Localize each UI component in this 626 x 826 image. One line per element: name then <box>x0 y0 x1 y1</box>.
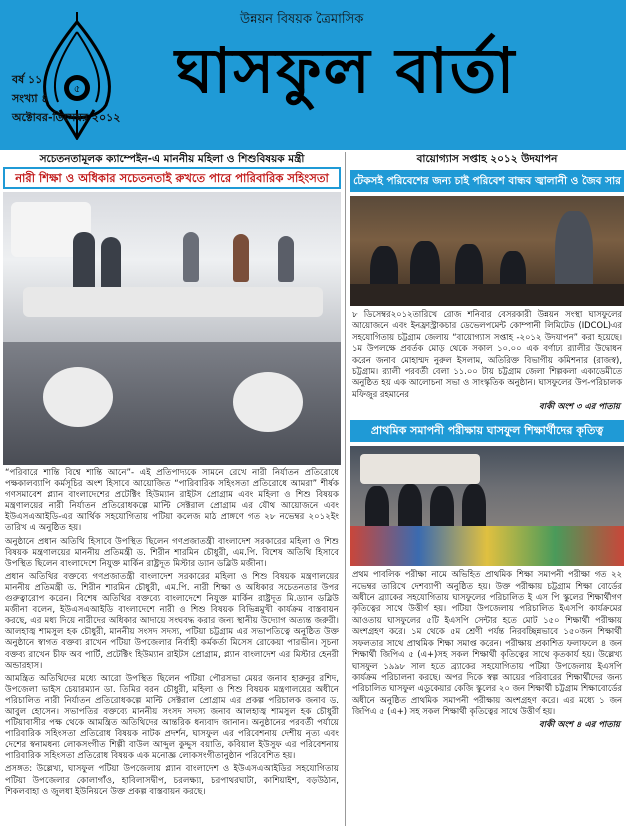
continued-note: বাকী অংশ ৩ এর পাতায় <box>538 401 620 412</box>
story-body: প্রথম পাবলিক পরীক্ষা নামে অভিহিত প্রাথমিক শিক্ষা সমাপনী পরীক্ষা গত ২২ নভেম্বর তারিখে দেশব্যাপী অনুষ্ঠিত হয়। উক্ত পরীক্ষায় চট্টগ্রাম শিক্ষা বোর্ডের অধীনে ব্র্যাকের সহযোগিতায় ঘাসফুলের পরিচালিত ই এস পি স্কুলের শিক্ষার্থীগণ কৃতিত্বের সাথে উত্তীর্ণ হয়। পটিয়া উপজেলায় পরিচালিত ইএসপি কার্যক্রমের আওতায় ঘাসফুলের ৫টি ইএসপি সেন্টার হতে মোট ১৫০ শিক্ষার্থী পরীক্ষায় অংশগ্রহণ করে। ১ম থেকে ৫ম শ্রেণী পর্যন্ত নিরবচ্ছিন্নভাবে ১৫০জন শিক্ষার্থী সফলতার সাথে প্রাথমিক শিক্ষা সমাপ্ত করেন। পরীক্ষায় প্রকাশিত ফলাফলে ৪ জন শিক্ষার্থী জিপিএ ৫ (এ+)সহ সকল শিক্ষার্থী কৃতিত্বের সাথে কৃতকার্য হয়। উল্লেখ্য ঘাসফুল ১৯৯৮ সাল হতে ব্র্যাকের সহযোগিতায় পটিয়া উপজেলায় ইএসপি কার্যক্রম পরিচালনা করছে। অপর দিকে স্বল্প আয়ের পরিবারের শিক্ষার্থীদের জন্য পরিচালিত ঘাসফুল এডুকেয়ার কেজি স্কুলের ২০ জন শিক্ষার্থী চট্টগ্রাম শিক্ষাবোর্ডের অধীনে অনুষ্ঠিত প্রাথমিক সমাপনী পরীক্ষায় অংশগ্রহণ করে। এর মধ্যে ১ জন জিপিএ ৫ (এ+) সহ সকল শিক্ষার্থী কৃতিত্বের সাথে উত্তীর্ণ হয়। <box>352 569 622 717</box>
story-headline: টেকসই পরিবেশের জন্য চাই পরিবেশ বান্ধব জ্বালানী ও জৈব সার <box>350 170 624 192</box>
story-paragraph: “পরিবারে শান্তি বিশ্বে শান্তি আনে”- এই প্রতিপাদ্যকে সামনে রেখে নারী নির্যাতন প্রতিরোধে পক্ষকালব্যাপি কর্মসূচির অংশ হিসাবে আয়োজিত “পারিবারিক সহিংসতা প্রতিরোধে আমরা” শীর্ষক গণসমাবেশ প্ল্যান বাংলাদেশের প্রটেক্টিং হিউম্যান রাইটস প্রোগ্রাম এবং মহিলা ও শিশু বিষয়ক মন্ত্রণালয়ের নারী নির্যাতন প্রতিরোধকল্পে মাল্টি সেক্টরাল প্রোগ্রাম এর যৌথ আয়োজনে এবং ইউএসএআইডি-এর আর্থিক সহযোগিতায় পটিয়া কলেজ মাঠ প্রাঙ্গণে গত ২৮ নভেম্বর ২০১২ইং তারিখ এ অনুষ্ঠিত হয়। <box>5 468 339 534</box>
event-photo <box>3 192 341 465</box>
masthead <box>0 0 626 150</box>
masthead-tagline: উন্নয়ন বিষয়ক ত্রৈমাসিক <box>240 12 364 27</box>
story-family-violence <box>0 152 344 826</box>
story-kicker: সচেতনতামূলক ক্যাম্পেইন-এ মাননীয় মহিলা ও শিশুবিষয়ক মন্ত্রী <box>39 153 305 165</box>
continued-note: বাকী অংশ ৪ এর পাতায় <box>539 718 620 729</box>
biogas-event-photo <box>350 196 624 306</box>
story-paragraph: প্রসঙ্গত: উল্লেখ্য, ঘাসফুল পটিয়া উপজেলায় প্ল্যান বাংলাদেশ ও ইউএসএআইডির সহযোগিতায় পটিয়া উপজেলার কোলাগাঁও, হাবিলাসদ্বীপ, চরলক্ষ্যা, চরপাথরঘাটা, কাশিয়াইশ, বড়উঠান, শিকলবাহা ও জুলধা ইউনিয়নে উক্ত প্রকল্প বাস্তবায়ন করছে। <box>5 764 339 797</box>
dancer-figure <box>183 232 199 282</box>
newsletter-title: ঘাসফুল বার্তা <box>175 34 517 107</box>
story-body: ৮ ডিসেম্বর২০১২তারিখে রোজ শনিবার বেসরকারী উন্নয়ন সংস্থা ঘাসফুলের আয়োজনে এবং ইনফ্রাস্ট্রাকচার ডেভেলপমেন্ট কোম্পানী লিমিটেড (IDCOL)এর সহযোগিতায় চট্টগ্রাম জেলায় “বায়োগ্যাস সপ্তাহ -২০১২ উদযাপন” করা হয়েছে। ১ম উপলক্ষে প্রবর্তক মোড় থেকে সকাল ১০.০০ এক বর্ণাঢ্য র‍্যালীর উদ্বোধন করেন জনাব মোহাম্মদ নুরুল ইসলাম, অতিরিক্ত বিভাগীয় কমিশনার (রাজস্ব), চট্টগ্রাম। র‍্যালী পরবর্তী বেলা ১১.০০ টায় চট্টগ্রাম জেলা শিল্পকলা একাডেমীতে অনুষ্ঠিত হয় এক আলোচনা সভা ও সাংস্কৃতিক অনুষ্ঠান। ঘাসফুলের উপ-পরিচালক মফিজুর রহমানের <box>352 309 622 399</box>
story-body <box>0 465 344 798</box>
issue-volume: বর্ষ ১১ <box>12 73 43 86</box>
students-row-shape <box>350 526 624 566</box>
table-shape <box>350 284 624 306</box>
issue-period: অক্টোবর-ডিসেম্বর ২০১২ <box>12 111 121 124</box>
story-headline: নারী শিক্ষা ও অধিকার সচেতনতাই রুখতে পারে পারিবারিক সহিংসতা <box>3 167 341 189</box>
column-divider <box>345 152 346 826</box>
banner-shape <box>360 454 480 484</box>
svg-text:৫: ৫ <box>73 84 81 95</box>
story-kicker: বায়োগ্যাস সপ্তাহ ২০১২ উদযাপন <box>416 153 558 165</box>
issue-number: সংখ্যা ৪ <box>12 92 49 105</box>
flower-row-shape <box>23 287 323 317</box>
right-column <box>348 152 626 826</box>
story-headline: প্রাথমিক সমাপনী পরীক্ষায় ঘাসফুল শিক্ষার্থীদের কৃতিত্ব <box>350 420 624 442</box>
story-paragraph: অনুষ্ঠানে প্রধান অতিথি হিসাবে উপস্থিত ছিলেন গণপ্রজাতন্ত্রী বাংলাদেশ সরকারের মহিলা ও শিশু বিষয়ক মন্ত্রণালয়ের মাননীয় প্রতিমন্ত্রী ড. শিরীন শারমিন চৌধুরী, এম.পি. বিশেষ অতিথি হিসাবে উপস্থিত ছিলেন বাংলাদেশে নিযুক্ত মার্কিন রাষ্ট্রদূত মিস্টার ড্যান ডব্লিউ মজীনা। <box>5 536 339 569</box>
speaker-figure <box>101 237 121 292</box>
dancer-figure <box>233 234 249 282</box>
issue-info <box>12 70 120 127</box>
story-paragraph: আমন্ত্রিত অতিথিদের মধ্যে আরো উপস্থিত ছিলেন পটিয়া পৌরসভা মেয়র জনাব হারুনুর রশিদ, উপজেলা ভাইস চেয়ারম্যান ডা. তিমির বরন চৌধুরী, মহিলা ও শিশু বিষয়ক মন্ত্রণালয়ের অধীনে পরিচালিত নারী নির্যাতন প্রতিরোধকল্পে মাল্টি সেক্টরাল প্রোগ্রাম এর প্রকল্প পরিচালক জনাব ড. আবুল হোসেন। সভাপতির বক্তব্যে মাননীয় সংসদ সদস্য জনাব আলহাজ্ব শামসুল হক চৌধুরী পটিয়াবাসীর পক্ষ থেকে আমন্ত্রিত অতিথিদের আন্তরিক ধন্যবাদ জানান। অনুষ্ঠানের পরবর্তী পর্যায়ে পারিবারিক সহিংসতা প্রতিরোধ বিষয়ক নাটক প্রদর্শন, ঘাসফুল এর পরিবেশনায় দেশীয় নৃত্য এবং দেশের স্বনামধন্য লোকসংগীত শিল্পী বাউল আব্দুল কুদ্দুস বয়াতি, কবিয়াল ইউসুফ এর পরিবেশনায় পারিবারিক সহিংসতা প্রতিরোধ বিষয়ক এক মনোজ্ঞ লোকসংগীতানুষ্ঠান পরিবেশিত হয়। <box>5 673 339 762</box>
dancer-figure <box>278 236 294 282</box>
speaker-figure <box>73 232 95 292</box>
flower-shape <box>43 367 113 427</box>
story-paragraph: প্রধান অতিথির বক্তব্যে গণপ্রজাতন্ত্রী বাংলাদেশ সরকারের মহিলা ও শিশু বিষয়ক মন্ত্রণালয়ের মাননীয় প্রতিমন্ত্রী ড. শিরীন শারমিন চৌধুরী, এম.পি. নারী শিক্ষা ও অধিকার সচেতনতার উপর গুরুত্বারোপ করেন। বিশেষ অতিথির বক্তব্যে বাংলাদেশে নিযুক্ত মার্কিন রাষ্ট্রদূত মি.ড্যান ডব্লিউ মজীনা বলেন, ইউএসএআইডি বাংলাদেশে নারী ও শিশু বিষয়ক বিভিন্নমুখী কার্যক্রম বাস্তবায়ন করছে, এর মধ্য দিয়ে নারীদের অধিকার আদায়ে সংঘবদ্ধ করার জন্য স্থানীয় উদ্যোগ অত্যন্ত জরুরী। আলহাজ্ব শামসুল হক চৌধুরী, মাননীয় সংসদ সদস্য, পটিয়া চট্টগ্রাম এর সভাপতিত্বে অনুষ্ঠিত উক্ত অনুষ্ঠানে স্বাগত বক্তব্য রাখেন পটিয়া উপজেলার নির্বাহী কর্মকর্তা মিসেস রোকেয়া পারভীন। সূচনা বক্তব্য রাখেন চীফ অব পার্টি, প্রটেক্টিং হিউম্যান রাইটস প্রোগ্রাম, প্ল্যান বাংলাদেশ এর মিস্টার হেনরী অন্ডারহাস। <box>5 571 339 671</box>
flower-shape <box>233 372 303 432</box>
students-photo <box>350 446 624 566</box>
